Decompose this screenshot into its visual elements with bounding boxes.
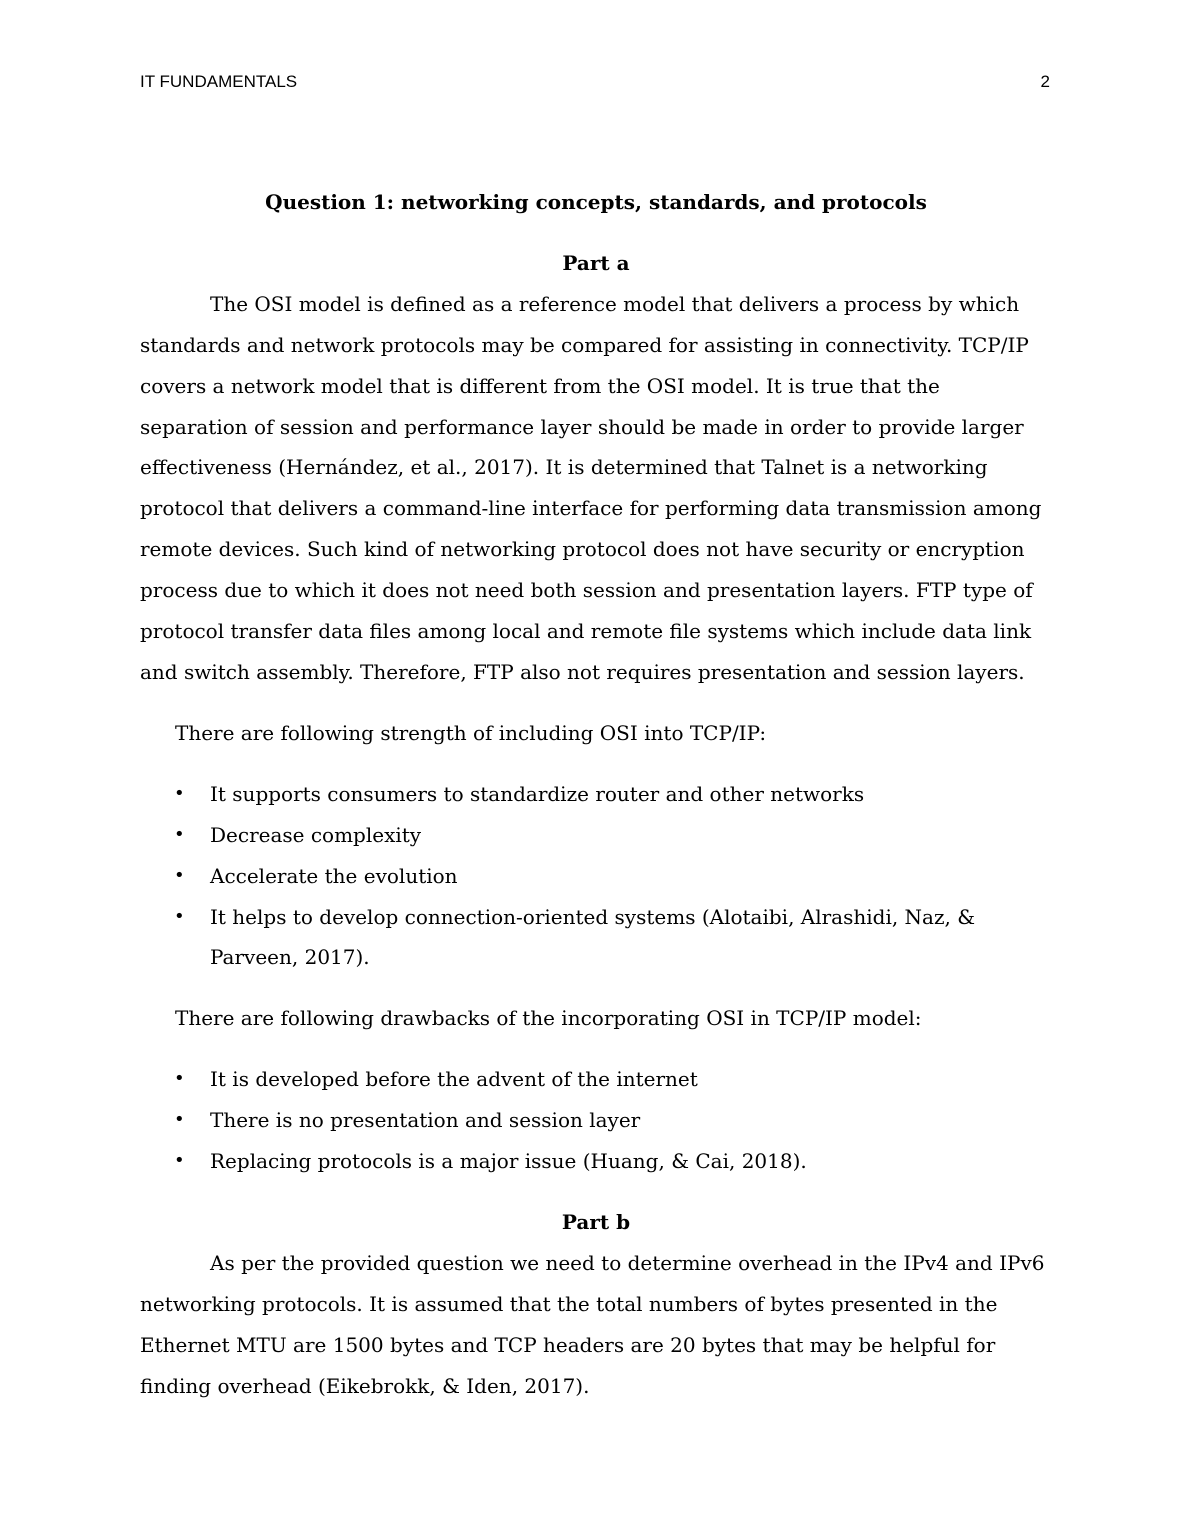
question-heading: Question 1: networking concepts, standards, and protocols: [265, 190, 927, 214]
list-item: • Accelerate the evolution: [210, 856, 1052, 897]
list-item: • There is no presentation and session layer: [210, 1100, 1052, 1141]
list-item: • It supports consumers to standardize router and other networks: [210, 774, 1052, 815]
document-body: [140, 182, 1052, 1406]
bullet-icon: •: [174, 864, 185, 886]
header-title: IT FUNDAMENTALS: [140, 72, 298, 91]
bullet-icon: •: [174, 782, 185, 804]
page-header: [140, 72, 1050, 96]
part-a-paragraph: The OSI model is defined as a reference model that delivers a process by which standards and network protocols may be compared for assisting in connectivity. TCP/IP covers a network model that is different from the OSI model. It is true that the separation of session and performance layer should be made in order to provide larger effectiveness (Hernández, et al., 2017). It is determined that Talnet is a networking protocol that delivers a command-line interface for performing data transmission among remote devices. Such kind of networking protocol does not have security or encryption process due to which it does not need both session and presentation layers. FTP type of protocol transfer data files among local and remote file systems which include data link and switch assembly. Therefore, FTP also not requires presentation and session layers.: [140, 291, 1042, 684]
bullet-icon: •: [174, 1109, 185, 1131]
page-number: 2: [1040, 72, 1050, 91]
list-item: • It is developed before the advent of the internet: [210, 1059, 1052, 1100]
bullet-icon: •: [174, 823, 185, 845]
strengths-list: [140, 774, 1052, 979]
bullet-icon: •: [174, 1068, 185, 1090]
list-item: • Decrease complexity: [210, 815, 1052, 856]
part-b-heading: Part b: [561, 1209, 631, 1234]
drawbacks-list: [140, 1059, 1052, 1182]
strengths-intro: There are following strength of including OSI into TCP/IP:: [175, 720, 767, 745]
list-item: • It helps to develop connection-oriented systems (Alotaibi, Alrashidi, Naz, & Parveen, 2017).: [210, 897, 1052, 979]
bullet-icon: •: [174, 1150, 185, 1172]
drawbacks-intro: There are following drawbacks of the incorporating OSI in TCP/IP model:: [175, 1006, 922, 1031]
part-a-heading: Part a: [562, 250, 630, 275]
part-b-paragraph: As per the provided question we need to determine overhead in the IPv4 and IPv6 networking protocols. It is assumed that the total numbers of bytes presented in the Ethernet MTU are 1500 bytes and TCP headers are 20 bytes that may be helpful for finding overhead (Eikebrokk, & Iden, 2017).: [140, 1250, 1045, 1398]
list-item: • Replacing protocols is a major issue (Huang, & Cai, 2018).: [210, 1141, 1052, 1182]
bullet-icon: •: [174, 905, 185, 927]
